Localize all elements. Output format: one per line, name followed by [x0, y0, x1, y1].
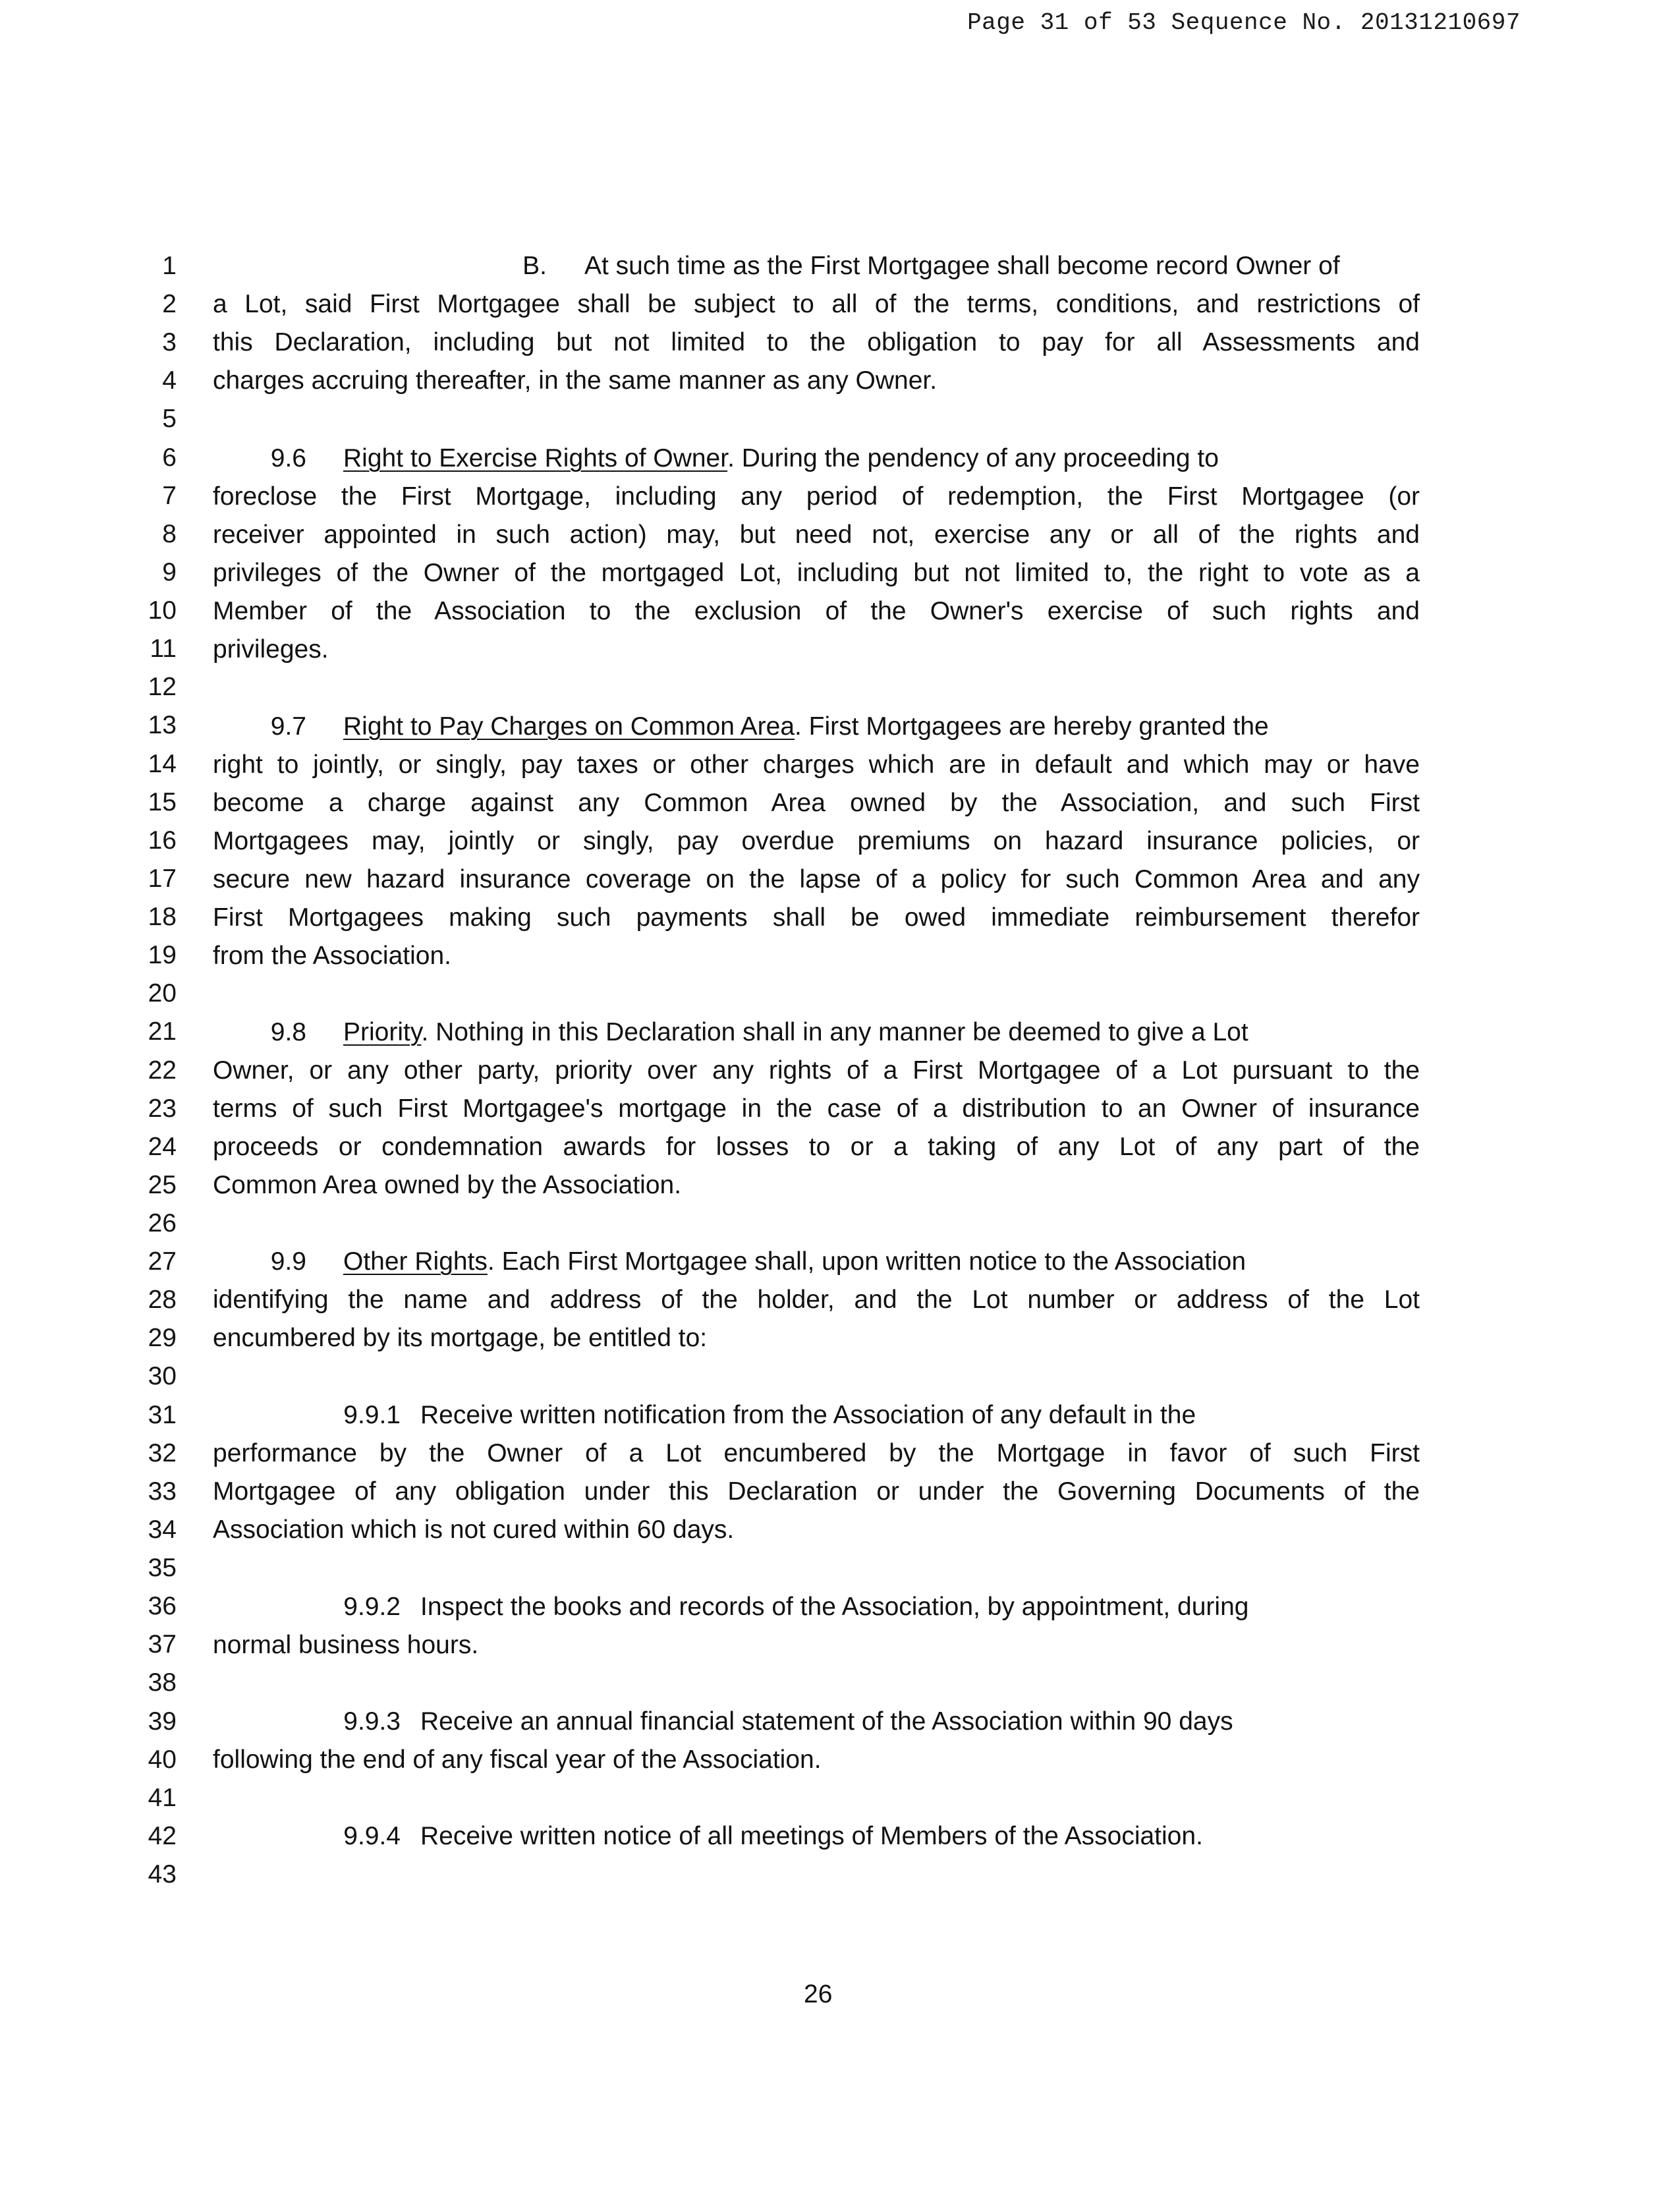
text-span: At such time as the First Mortgagee shall become record Owner of [584, 252, 1340, 280]
text-line: secure new hazard insurance coverage on the lapse of a policy for such Common Area and any [213, 865, 1420, 893]
text-line: privileges of the Owner of the mortgaged Lot, including but not limited to, the right to vote as a [213, 559, 1420, 587]
text-line: Member of the Association to the exclusion of the Owner's exercise of such rights and [213, 597, 1420, 625]
text-line: Common Area owned by the Association. [213, 1171, 682, 1199]
subsection-number: 9.9.4 [343, 1822, 401, 1850]
line-number: 3 [162, 328, 177, 356]
subsection-number: 9.9.3 [343, 1707, 401, 1736]
line-number: 10 [148, 596, 177, 625]
line-number: 32 [148, 1439, 177, 1467]
line-number: 28 [148, 1286, 177, 1314]
page-header-sequence: Page 31 of 53 Sequence No. 20131210697 [967, 9, 1521, 36]
text-line: terms of such First Mortgagee's mortgage in the case of a distribution to an Owner of insurance [213, 1094, 1420, 1123]
section-label: B. [522, 252, 547, 280]
line-number: 29 [148, 1324, 177, 1352]
text-line: Owner, or any other party, priority over any rights of a First Mortgagee of a Lot pursuant to the [213, 1056, 1420, 1085]
subsection-line [213, 1594, 1420, 1620]
text-line: First Mortgagees making such payments shall be owed immediate reimbursement therefor [213, 903, 1420, 932]
text-line: Mortgagee of any obligation under this Declaration or under the Governing Documents of the [213, 1477, 1420, 1506]
text-span: . First Mortgagees are hereby granted the [795, 712, 1269, 741]
line-number: 4 [162, 366, 177, 395]
section-heading: Other Rights [343, 1247, 488, 1276]
line-number: 41 [148, 1784, 177, 1812]
line-number: 17 [148, 865, 177, 893]
section-heading: Right to Exercise Rights of Owner [343, 444, 728, 472]
section-heading-line [213, 1249, 1420, 1274]
line-number: 35 [148, 1554, 177, 1582]
text-line: become a charge against any Common Area owned by the Association, and such First [213, 789, 1420, 817]
text-line [213, 253, 1420, 279]
text-line: encumbered by its mortgage, be entitled to: [213, 1324, 708, 1352]
text-line: from the Association. [213, 942, 452, 970]
text-span: Receive written notification from the Association of any default in the [420, 1401, 1196, 1429]
line-number: 18 [148, 903, 177, 931]
line-number: 7 [162, 482, 177, 510]
line-number: 9 [162, 558, 177, 586]
text-line: privileges. [213, 635, 329, 664]
line-number: 12 [148, 673, 177, 701]
line-number: 27 [148, 1247, 177, 1276]
text-span: . Each First Mortgagee shall, upon written notice to the Association [487, 1247, 1246, 1276]
section-heading: Right to Pay Charges on Common Area [343, 712, 795, 741]
line-number: 31 [148, 1401, 177, 1429]
line-number: 11 [150, 635, 177, 663]
section-heading-line [213, 714, 1420, 739]
text-line: proceeds or condemnation awards for losses to or a taking of any Lot of any part of the [213, 1133, 1420, 1161]
line-number: 21 [148, 1017, 177, 1046]
text-line: Association which is not cured within 60 days. [213, 1516, 735, 1544]
section-number: 9.7 [270, 712, 306, 741]
line-number: 26 [148, 1209, 177, 1237]
line-number: 2 [162, 290, 177, 318]
line-number: 13 [148, 711, 177, 739]
text-line: this Declaration, including but not limited to the obligation to pay for all Assessments and [213, 328, 1420, 356]
text-span: Receive written notice of all meetings of Members of the Association. [420, 1822, 1203, 1850]
line-number: 43 [148, 1860, 177, 1888]
line-number: 36 [148, 1592, 177, 1620]
text-line: charges accruing thereafter, in the same manner as any Owner. [213, 366, 938, 395]
line-number: 34 [148, 1516, 177, 1544]
line-number: 42 [148, 1822, 177, 1850]
subsection-line [213, 1823, 1420, 1849]
line-number: 40 [148, 1745, 177, 1774]
line-number: 22 [148, 1056, 177, 1085]
text-span: . Nothing in this Declaration shall in any manner be deemed to give a Lot [421, 1018, 1248, 1046]
subsection-line [213, 1402, 1420, 1428]
text-line: identifying the name and address of the holder, and the Lot number or address of the Lot [213, 1286, 1420, 1314]
line-number: 1 [162, 252, 177, 280]
text-line: foreclose the First Mortgage, including any period of redemption, the First Mortgagee (or [213, 482, 1420, 511]
line-number: 39 [148, 1707, 177, 1736]
text-span: Receive an annual financial statement of the Association within 90 days [420, 1707, 1233, 1736]
line-number: 15 [148, 788, 177, 816]
line-number: 25 [148, 1171, 177, 1199]
line-number: 16 [148, 826, 177, 855]
line-number: 30 [148, 1362, 177, 1390]
subsection-line [213, 1709, 1420, 1734]
text-line: right to jointly, or singly, pay taxes or other charges which are in default and which may or have [213, 751, 1420, 779]
text-line: following the end of any fiscal year of the Association. [213, 1745, 822, 1774]
line-number: 14 [148, 750, 177, 778]
line-number: 8 [162, 520, 177, 548]
subsection-number: 9.9.1 [343, 1401, 401, 1429]
text-line: receiver appointed in such action) may, but need not, exercise any or all of the rights and [213, 521, 1420, 549]
text-line: performance by the Owner of a Lot encumbered by the Mortgage in favor of such First [213, 1439, 1420, 1467]
line-number: 23 [148, 1094, 177, 1123]
subsection-number: 9.9.2 [343, 1593, 401, 1621]
section-heading: Priority [343, 1018, 422, 1046]
line-number: 6 [162, 443, 177, 472]
section-number: 9.9 [270, 1247, 306, 1276]
text-span: . During the pendency of any proceeding to [727, 444, 1219, 472]
text-line: a Lot, said First Mortgagee shall be subject to all of the terms, conditions, and restrictions of [213, 290, 1420, 318]
text-line: Mortgagees may, jointly or singly, pay overdue premiums on hazard insurance policies, or [213, 827, 1420, 855]
text-span: Inspect the books and records of the Association, by appointment, during [420, 1593, 1249, 1621]
line-number: 20 [148, 979, 177, 1007]
section-number: 9.6 [270, 444, 306, 472]
line-number: 19 [148, 941, 177, 969]
section-heading-line [213, 1019, 1420, 1045]
line-number: 24 [148, 1133, 177, 1161]
line-number: 5 [162, 405, 177, 433]
page-number: 26 [804, 1980, 833, 2008]
line-number: 37 [148, 1630, 177, 1659]
line-number: 33 [148, 1477, 177, 1506]
section-number: 9.8 [270, 1018, 306, 1046]
section-heading-line [213, 445, 1420, 471]
line-number: 38 [148, 1668, 177, 1697]
text-line: normal business hours. [213, 1631, 479, 1659]
